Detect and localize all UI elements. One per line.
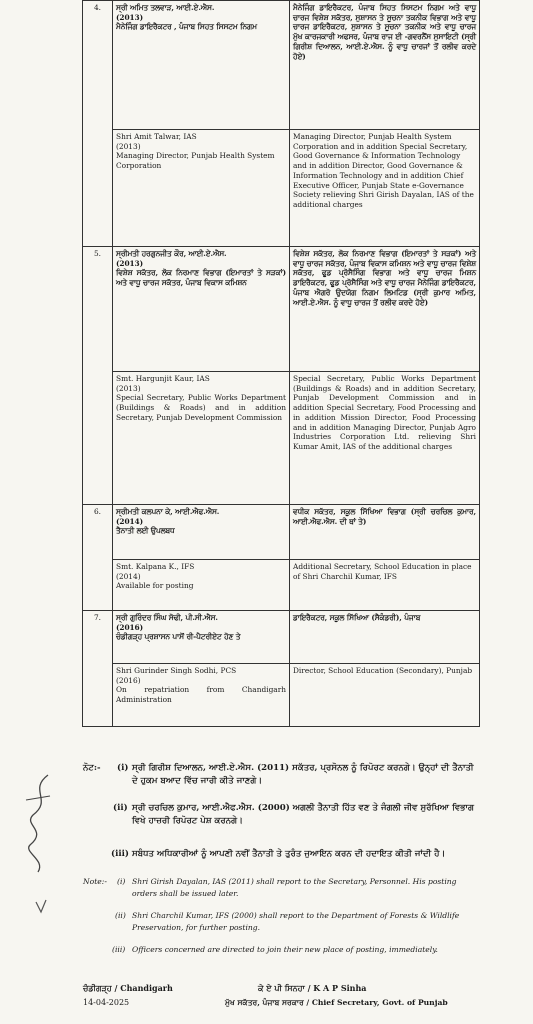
table-row xyxy=(83,1,480,130)
signatory-designation: ਮੁੱਖ ਸਕੱਤਰ, ਪੰਜਾਬ ਸਰਕਾਰ / Chief Secretary, Govt. of Punjab xyxy=(225,998,448,1007)
table-row xyxy=(83,664,480,727)
note-text-punjabi: ਸ੍ਰੀ ਚਰਚਿਲ ਕੁਮਾਰ, ਆਈ.ਐਫ.ਐਸ. (2000) ਅਗਲੀ ਤੈਨਾਤੀ ਹਿੱਤ ਵਣ ਤੇ ਜੰਗਲੀ ਜੀਵ ਸੁਰੱਖਿਆ ਵਿਭਾਗ ਵਿਖੇ ਹਾਜ਼ਰੀ ਰਿਪੋਰਟ ਪੇਸ਼ ਕਰਨਗੇ। xyxy=(132,803,474,826)
handwritten-initials xyxy=(18,770,58,880)
serial-number: 6. xyxy=(83,505,113,611)
handwritten-mark xyxy=(34,898,48,922)
officer-cell-english xyxy=(113,560,290,611)
officer-name: ਸ੍ਰੀਮਤੀ ਹਰਗੁਨਜੀਤ ਕੌਰ, ਆਈ.ਏ.ਐਸ. xyxy=(116,249,227,258)
officer-batch: (2013) xyxy=(116,258,143,268)
table-row xyxy=(83,611,480,664)
officer-batch: (2016) xyxy=(116,675,141,685)
officer-cell-english xyxy=(113,372,290,505)
officer-batch: (2016) xyxy=(116,622,143,632)
serial-number: 4. xyxy=(83,1,113,247)
officer-cell-punjabi xyxy=(113,1,290,130)
current-posting: Managing Director, Punjab Health System Corporation xyxy=(116,151,275,171)
new-posting-punjabi: ਵਧੀਕ ਸਕੱਤਰ, ਸਕੂਲ ਸਿੱਖਿਆ ਵਿਭਾਗ (ਸ੍ਰੀ ਚਰਚਿਲ ਕੁਮਾਰ, ਆਈ.ਐਫ.ਐਸ. ਦੀ ਥਾਂ ਤੇ) xyxy=(290,505,480,560)
handwriting-icon xyxy=(18,770,58,880)
table-row xyxy=(83,560,480,611)
note-number: (iii) xyxy=(112,945,126,954)
note-number: (ii) xyxy=(113,803,128,813)
postings-table xyxy=(82,0,480,727)
new-posting-english: Special Secretary, Public Works Department (Buildings & Roads) and in addition Secretary, Punjab Development Commission and in addition Special Secretary, Food Processing and in addition Mission Director, Food Processing and in addition Managing Director, Punjab Agro Industries Corporation Ltd. relieving Shri Kumar Amit, IAS of the additional charges xyxy=(290,372,480,505)
issue-date: 14-04-2025 xyxy=(83,998,130,1007)
note-number: (ii) xyxy=(115,911,126,920)
note-text-english: Shri Charchil Kumar, IFS (2000) shall report to the Department of Forests & Wildlife Preservation, for further posting. xyxy=(132,911,460,932)
officer-name: Shri Amit Talwar, IAS xyxy=(116,132,197,141)
new-posting-punjabi: ਮੈਨੇਜਿੰਗ ਡਾਇਰੈਕਟਰ, ਪੰਜਾਬ ਸਿਹਤ ਸਿਸਟਮ ਨਿਗਮ ਅਤੇ ਵਾਧੂ ਚਾਰਜ ਵਿਸ਼ੇਸ਼ ਸਕੱਤਰ, ਸੁਸ਼ਾਸਨ ਤੇ ਸੂਚਨਾ ਤਕਨੀਕ ਵਿਭਾਗ ਅਤੇ ਵਾਧੂ ਚਾਰਜ ਡਾਇਰੈਕਟਰ, ਸੁਸ਼ਾਸਨ ਤੇ ਸੂਚਨਾ ਤਕਨੀਕ ਅਤੇ ਵਾਧੂ ਚਾਰਜ ਮੁੱਖ ਕਾਰਜਕਾਰੀ ਅਫਸਰ, ਪੰਜਾਬ ਰਾਜ ਈ -ਗਵਰਨੈਂਸ ਸੁਸਾਇਟੀ (ਸ੍ਰੀ ਗਿਰੀਸ਼ ਦਿਆਲਨ, ਆਈ.ਏ.ਐਸ. ਨੂੰ ਵਾਧੂ ਚਾਰਜਾਂ ਤੋਂ ਰਲੀਵ ਕਰਦੇ ਹੋਏ) xyxy=(290,1,480,130)
new-posting-english: Additional Secretary, School Education in place of Shri Charchil Kumar, IFS xyxy=(290,560,480,611)
current-posting: Available for posting xyxy=(116,581,194,591)
officer-batch: (2014) xyxy=(116,571,141,581)
current-posting: ਵਿਸ਼ੇਸ਼ ਸਕੱਤਰ, ਲੋਕ ਨਿਰਮਾਣ ਵਿਭਾਗ (ਇਮਾਰਤਾਂ ਤੇ ਸੜਕਾਂ) ਅਤੇ ਵਾਧੂ ਚਾਰਜ ਸਕੱਤਰ, ਪੰਜਾਬ ਵਿਕਾਸ ਕਮਿਸ਼ਨ xyxy=(116,268,286,288)
officer-batch: (2014) xyxy=(116,516,143,526)
officer-name: Shri Gurinder Singh Sodhi, PCS xyxy=(116,666,237,675)
new-posting-punjabi: ਵਿਸ਼ੇਸ਼ ਸਕੱਤਰ, ਲੋਕ ਨਿਰਮਾਣ ਵਿਭਾਗ (ਇਮਾਰਤਾਂ ਤੇ ਸੜਕਾਂ) ਅਤੇ ਵਾਧੂ ਚਾਰਜ ਸਕੱਤਰ, ਪੰਜਾਬ ਵਿਕਾਸ ਕਮਿਸ਼ਨ ਅਤੇ ਵਾਧੂ ਚਾਰਜ ਵਿਸ਼ੇਸ਼ ਸਕੱਤਰ, ਫੂਡ ਪ੍ਰੋਸੈਸਿੰਗ ਵਿਭਾਗ ਅਤੇ ਵਾਧੂ ਚਾਰਜ ਮਿਸ਼ਨ ਡਾਇਰੈਕਟਰ, ਫੂਡ ਪ੍ਰੋਸੈਸਿੰਗ ਅਤੇ ਵਾਧੂ ਚਾਰਜ ਮੈਨੇਜਿੰਗ ਡਾਇਰੈਕਟਰ, ਪੰਜਾਬ ਐਗਰੋ ਉਦਯੋਗ ਨਿਗਮ ਲਿਮਟਿਡ (ਸ੍ਰੀ ਕੁਮਾਰ ਅਮਿਤ, ਆਈ.ਏ.ਐਸ. ਨੂੰ ਵਾਧੂ ਚਾਰਜ ਤੋਂ ਰਲੀਵ ਕਰਦੇ ਹੋਏ) xyxy=(290,247,480,372)
note-text-english: Shri Girish Dayalan, IAS (2011) shall report to the Secretary, Personnel. His posting orders shall be issued later. xyxy=(132,877,457,898)
officer-batch: (2013) xyxy=(116,141,141,151)
serial-number: 5. xyxy=(83,247,113,505)
current-posting: ਚੰਡੀਗੜ੍ਹ ਪ੍ਰਸ਼ਾਸਨ ਪਾਸੋਂ ਰੀ-ਪੈਟਰੀਏਟ ਹੋਣ ਤੇ xyxy=(116,632,241,642)
note-text-punjabi: ਸਬੰਧਤ ਅਧਿਕਾਰੀਆਂ ਨੂੰ ਆਪਣੀ ਨਵੀਂ ਤੈਨਾਤੀ ਤੇ ਤੁਰੰਤ ਜੁਆਇਨ ਕਰਨ ਦੀ ਹਦਾਇਤ ਕੀਤੀ ਜਾਂਦੀ ਹੈ। xyxy=(132,849,446,859)
new-posting-english: Managing Director, Punjab Health System Corporation and in addition Special Secretary, Good Governance & Information Technology and in addition Director, Good Governance & Information Technology and in addition Chief Executive Officer, Punjab State e-Governance Society relieving Shri Girish Dayalan, IAS of the additional charges xyxy=(290,130,480,247)
officer-cell-english xyxy=(113,130,290,247)
officer-cell-punjabi xyxy=(113,247,290,372)
table-row xyxy=(83,130,480,247)
officer-cell-punjabi xyxy=(113,505,290,560)
note-text-punjabi: ਸ੍ਰੀ ਗਿਰੀਸ਼ ਦਿਆਲਨ, ਆਈ.ਏ.ਐਸ. (2011) ਸਕੱਤਰ, ਪ੍ਰਸੋਨਲ ਨੂੰ ਰਿਪੋਰਟ ਕਰਨਗੇ। ਉਨ੍ਹਾਂ ਦੀ ਤੈਨਾਤੀ ਦੇ ਹੁਕਮ ਬਆਦ ਵਿੱਚ ਜਾਰੀ ਕੀਤੇ ਜਾਣਗੇ। xyxy=(132,763,474,786)
table-row xyxy=(83,372,480,505)
tick-mark-icon xyxy=(34,898,48,918)
notes-label-punjabi: ਨੋਟ:- xyxy=(83,763,101,773)
signatory-name: ਕੇ ਏ ਪੀ ਸਿਨਹਾ / K A P Sinha xyxy=(258,983,367,993)
officer-cell-punjabi xyxy=(113,611,290,664)
new-posting-punjabi: ਡਾਇਰੈਕਟਰ, ਸਕੂਲ ਸਿੱਖਿਆ (ਸੈਕੰਡਰੀ), ਪੰਜਾਬ xyxy=(290,611,480,664)
serial-number: 7. xyxy=(83,611,113,727)
officer-name: ਸ੍ਰੀਮਤੀ ਕਲਪਨਾ ਕੇ, ਆਈ.ਐਫ.ਐਸ. xyxy=(116,507,220,516)
note-number: (iii) xyxy=(111,849,129,859)
officer-name: ਸ੍ਰੀ ਅਮਿਤ ਤਲਵਾੜ, ਆਈ.ਏ.ਐਸ. xyxy=(116,3,215,12)
officer-batch: (2013) xyxy=(116,383,141,393)
new-posting-english: Director, School Education (Secondary), Punjab xyxy=(290,664,480,727)
officer-name: Smt. Hargunjit Kaur, IAS xyxy=(116,374,210,383)
note-number: (i) xyxy=(117,877,126,886)
officer-cell-english xyxy=(113,664,290,727)
current-posting: ਤੈਨਾਤੀ ਲਈ ਉਪਲਬਧ xyxy=(116,526,175,536)
table-row xyxy=(83,505,480,560)
note-text-english: Officers concerned are directed to join their new place of posting, immediately. xyxy=(132,945,438,954)
table-row xyxy=(83,247,480,372)
current-posting: On repatriation from Chandigarh Administration xyxy=(116,685,286,705)
officer-name: ਸ੍ਰੀ ਗੁਰਿੰਦਰ ਸਿੰਘ ਸੋਢੀ, ਪੀ.ਸੀ.ਐਸ. xyxy=(116,613,218,622)
current-posting: ਮੈਨੇਜਿੰਗ ਡਾਇਰੈਕਟਰ , ਪੰਜਾਬ ਸਿਹਤ ਸਿਸਟਮ ਨਿਗਮ xyxy=(116,22,257,32)
officer-batch: (2013) xyxy=(116,12,143,22)
note-number: (i) xyxy=(117,763,129,773)
current-posting: Special Secretary, Public Works Department (Buildings & Roads) and in addition Secretary, Punjab Development Commission xyxy=(116,393,286,422)
notes-label-english: Note:- xyxy=(83,877,107,886)
officer-name: Smt. Kalpana K., IFS xyxy=(116,562,195,571)
place-of-issue: ਚੰਡੀਗੜ੍ਹ / Chandigarh xyxy=(83,983,173,993)
